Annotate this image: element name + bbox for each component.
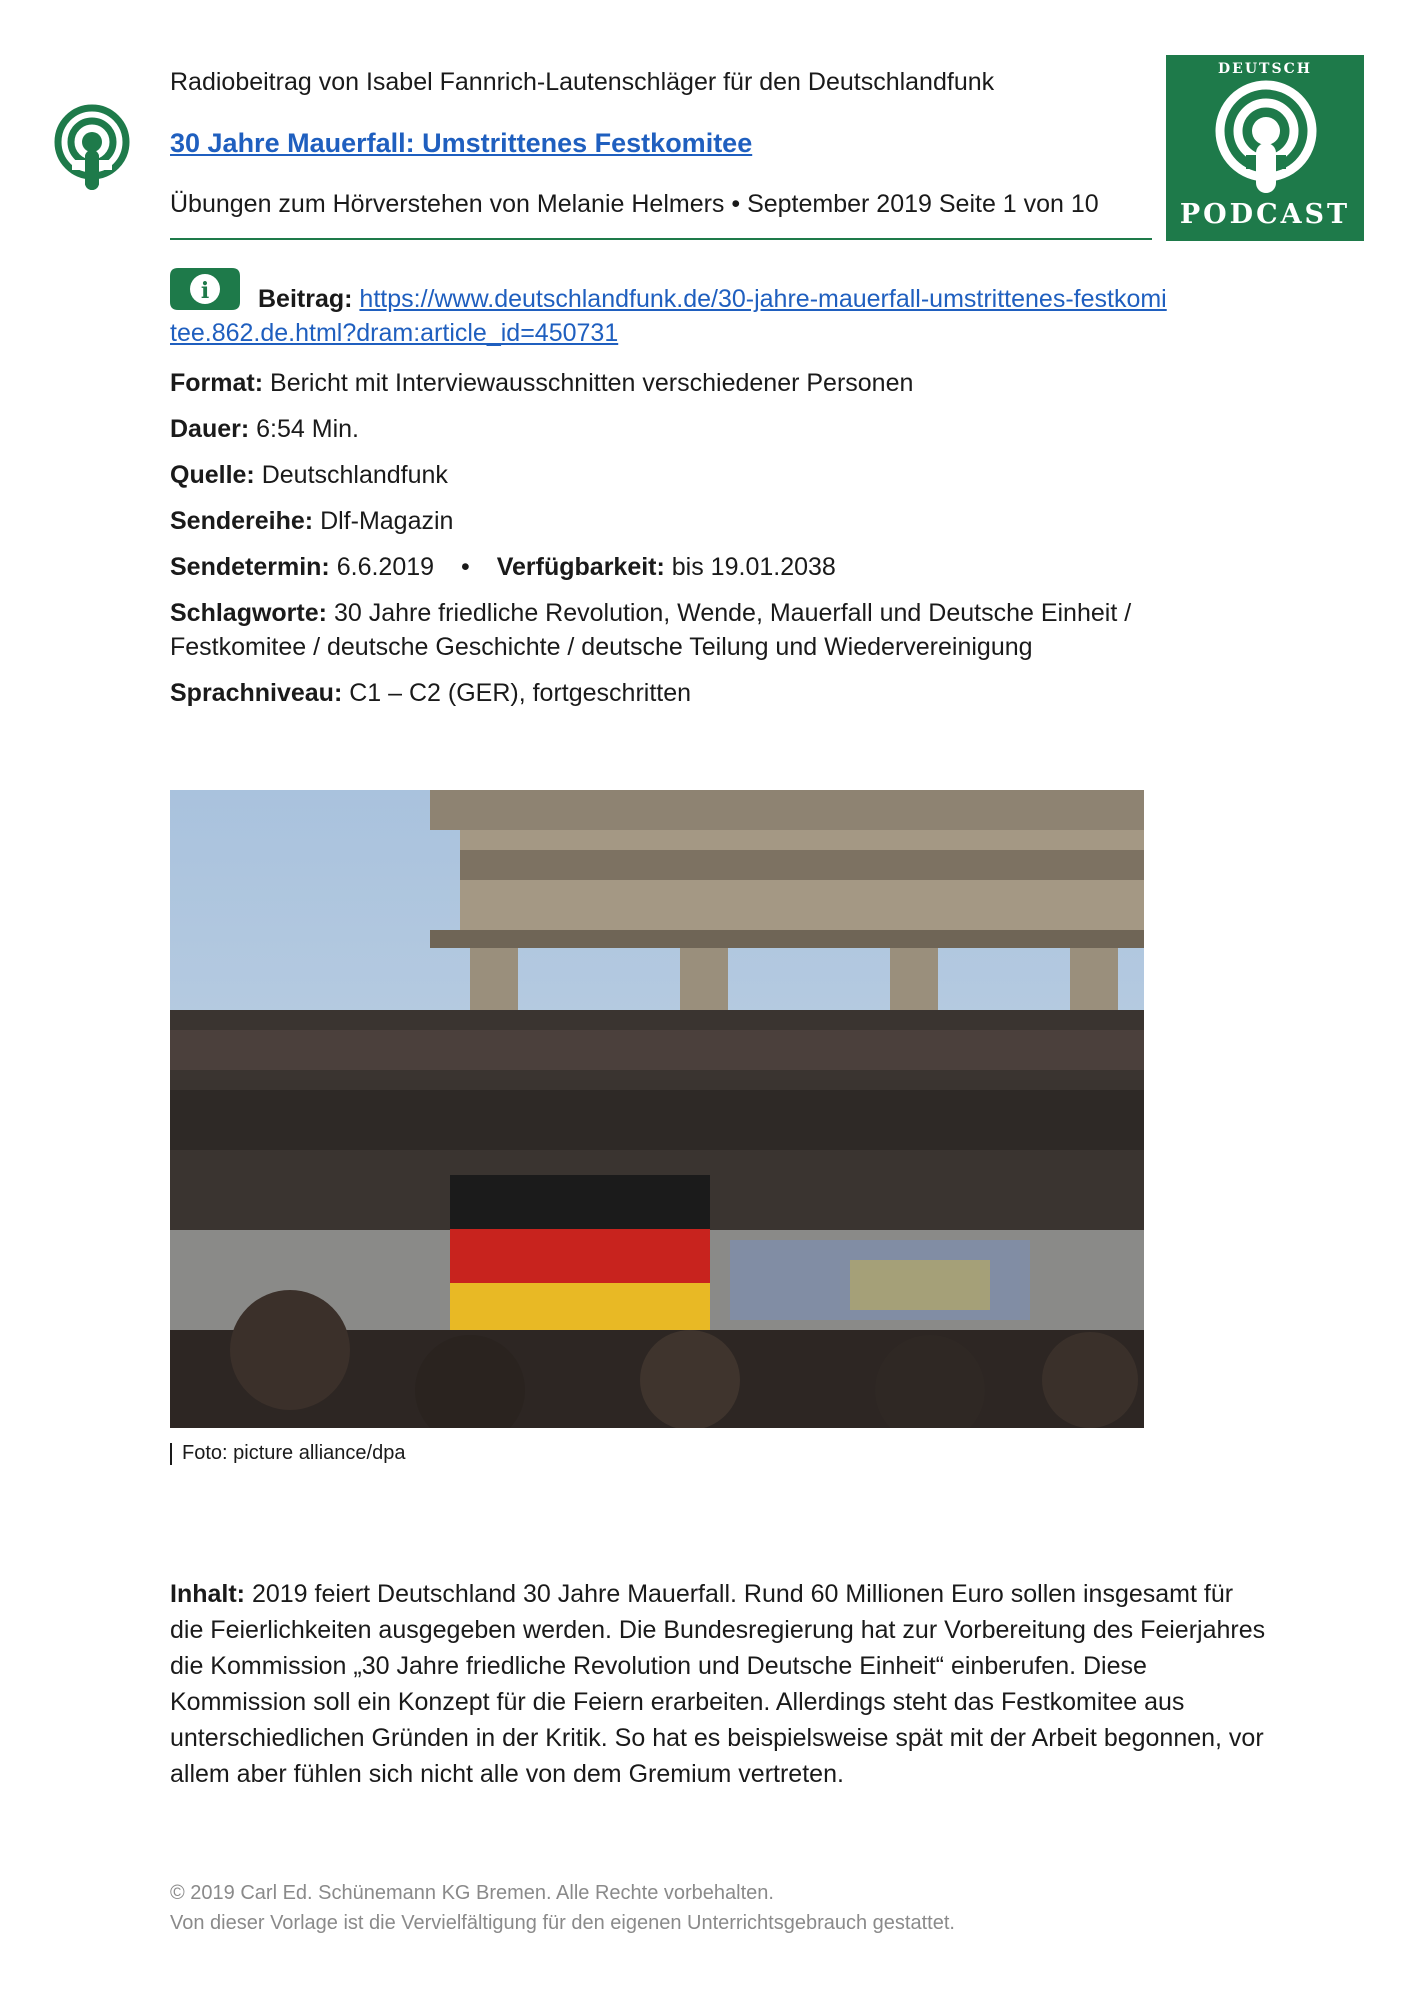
- sendetermin-value: 6.6.2019: [336, 553, 435, 581]
- photo-caption: [170, 1442, 405, 1465]
- format-label: Format:: [170, 369, 264, 397]
- page-title-link[interactable]: 30 Jahre Mauerfall: Umstrittenes Festkomitee: [170, 128, 753, 158]
- inhalt-text: 2019 feiert Deutschland 30 Jahre Mauerfall. Rund 60 Millionen Euro sollen insgesamt für die Feierlichkeiten ausgegeben werden. Die Bundesregierung hat zur Vorbereitung des Feierjahres die Kommission „30 Jahre friedliche Revolution und Deutsche Einheit“ einberufen. Diese Kommission soll ein Konzept für die Feiern erarbeiten. Allerdings steht das Festkomitee aus unterschiedlichen Gründen in der Kritik. So hat es beispielsweise spät mit der Arbeit begonnen, vor allem aber fühlen sich nicht alle von dem Gremium vertreten.: [170, 1580, 1266, 1788]
- sendetermin-label: Sendetermin:: [170, 553, 330, 581]
- beitrag-label: Beitrag:: [258, 285, 353, 313]
- footer-notice: Von dieser Vorlage ist die Vervielfältigung für den eigenen Unterrichtsgebrauch gestattet.: [170, 1912, 955, 1934]
- beitrag-link[interactable]: https://www.deutschlandfunk.de/30-jahre-mauerfall-umstrittenes-festkomitee.862.de.html?dram:article_id=450731: [170, 285, 1167, 347]
- header-subtitle: Radiobeitrag von Isabel Fannrich-Lautenschläger für den Deutschlandfunk: [170, 68, 995, 96]
- berlin-wall-photo: [170, 790, 1144, 1428]
- svg-text:i: i: [200, 278, 210, 304]
- sprachniveau-value: C1 – C2 (GER), fortgeschritten: [349, 679, 692, 707]
- header-divider: [170, 238, 1152, 240]
- podcast-icon: [52, 104, 132, 194]
- deutsch-podcast-logo: [1166, 55, 1364, 241]
- schlagworte-value: 30 Jahre friedliche Revolution, Wende, Mauerfall und Deutsche Einheit / Festkomitee / deutsche Geschichte / deutsche Teilung und Wiedervereinigung: [170, 599, 1132, 661]
- sendetermin-row: [170, 550, 836, 584]
- header-info: Übungen zum Hörverstehen von Melanie Helmers • September 2019 Seite 1 von 10: [170, 190, 1099, 218]
- schlagworte-row: [170, 596, 1230, 664]
- dauer-value: 6:54 Min.: [256, 415, 359, 443]
- podcast-logo-icon: [1210, 77, 1322, 195]
- verfuegbarkeit-value: bis 19.01.2038: [671, 553, 836, 581]
- inhalt-paragraph: [170, 1576, 1270, 1792]
- verfuegbarkeit-label: Verfügbarkeit:: [496, 553, 665, 581]
- footer: [170, 1878, 955, 1938]
- separator-dot: •: [461, 553, 470, 581]
- quelle-row: [170, 458, 448, 492]
- logo-bottom-text: PODCAST: [1179, 199, 1351, 230]
- footer-copyright: © 2019 Carl Ed. Schünemann KG Bremen. Alle Rechte vorbehalten.: [170, 1882, 774, 1904]
- photo-caption-text: Foto: picture alliance/dpa: [182, 1442, 406, 1464]
- inhalt-label: Inhalt:: [170, 1580, 245, 1608]
- sprachniveau-row: [170, 676, 691, 710]
- dauer-label: Dauer:: [170, 415, 250, 443]
- format-row: [170, 366, 913, 400]
- sendereihe-value: Dlf-Magazin: [320, 507, 454, 535]
- sendereihe-label: Sendereihe:: [170, 507, 314, 535]
- quelle-label: Quelle:: [170, 461, 255, 489]
- beitrag-row: [170, 282, 1170, 350]
- quelle-value: Deutschlandfunk: [261, 461, 448, 489]
- dauer-row: [170, 412, 359, 446]
- sendereihe-row: [170, 504, 453, 538]
- sprachniveau-label: Sprachniveau:: [170, 679, 343, 707]
- schlagworte-label: Schlagworte:: [170, 599, 327, 627]
- logo-top-text: DEUTSCH: [1218, 61, 1312, 77]
- format-value: Bericht mit Interviewausschnitten verschiedener Personen: [270, 369, 914, 397]
